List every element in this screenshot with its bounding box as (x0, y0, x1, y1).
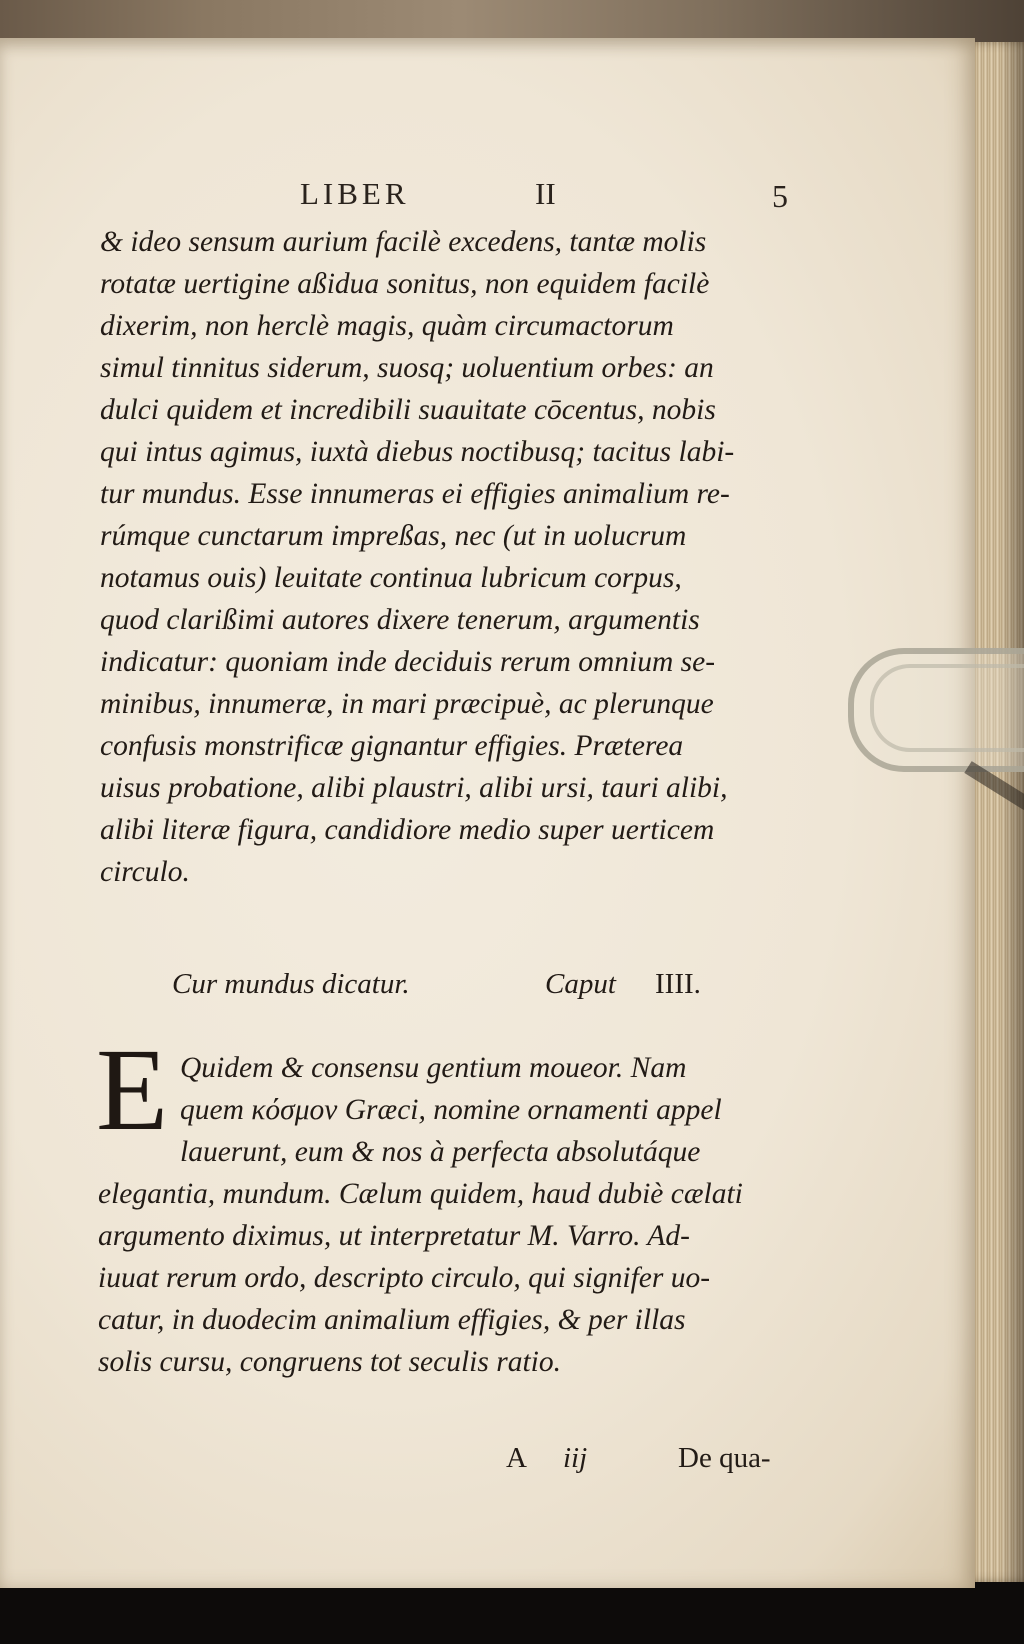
text-line: rotatæ uertigine aßidua sonitus, non equidem facilè (100, 268, 710, 300)
text-line: quem κόσμον Græci, nomine ornamenti appel (180, 1094, 722, 1126)
text-line: dulci quidem et incredibili suauitate cōcentus, nobis (100, 394, 716, 426)
chapter-label: Caput (545, 968, 616, 1000)
background-bottom (0, 1580, 1024, 1644)
text-line: rúmque cunctarum impreßas, nec (ut in uolucrum (100, 520, 687, 552)
text-line: lauerunt, eum & nos à perfecta absolutáque (180, 1136, 701, 1168)
fore-edge-shadow (1000, 42, 1024, 1582)
text-line: confusis monstrificæ gignantur effigies. Præterea (100, 730, 684, 762)
text-line: iuuat rerum ordo, descripto circulo, qui signifer uo- (98, 1262, 711, 1294)
paper-clip-inner-loop (870, 664, 1024, 752)
running-head-book-number: II (535, 176, 556, 211)
text-line: indicatur: quoniam inde deciduis rerum omnium se- (100, 646, 716, 678)
drop-initial: E (96, 1024, 169, 1155)
text-line: catur, in duodecim animalium effigies, & per illas (98, 1304, 686, 1336)
text-line: alibi literæ figura, candidiore medio super uerticem (100, 814, 715, 846)
text-line: minibus, innumeræ, in mari præcipuè, ac plerunque (100, 688, 714, 720)
text-line: uisus probatione, alibi plaustri, alibi ursi, tauri alibi, (100, 772, 728, 804)
running-head-title: LIBER (300, 176, 410, 211)
text-line: solis cursu, congruens tot seculis ratio. (98, 1346, 561, 1378)
text-line: tur mundus. Esse innumeras ei effigies animalium re- (100, 478, 730, 510)
signature-number: iij (563, 1442, 588, 1474)
signature-mark: A (506, 1442, 527, 1474)
text-line: circulo. (100, 856, 190, 888)
text-line: qui intus agimus, iuxtà diebus noctibusq; tacitus labi- (100, 436, 735, 468)
text-line: notamus ouis) leuitate continua lubricum corpus, (100, 562, 682, 594)
text-line: Quidem & consensu gentium moueor. Nam (180, 1052, 687, 1084)
chapter-number: IIII. (655, 968, 701, 1000)
text-line: & ideo sensum aurium facilè excedens, tantæ molis (100, 226, 707, 258)
text-line: argumento diximus, ut interpretatur M. Varro. Ad- (98, 1220, 690, 1252)
catchword: De qua- (678, 1442, 771, 1474)
text-line: elegantia, mundum. Cælum quidem, haud dubiè cælati (98, 1178, 743, 1210)
text-line: simul tinnitus siderum, suosq; uoluentium orbes: an (100, 352, 714, 384)
page-number: 5 (772, 178, 788, 214)
text-line: quod clarißimi autores dixere tenerum, argumentis (100, 604, 700, 636)
text-line: dixerim, non herclè magis, quàm circumactorum (100, 310, 674, 342)
chapter-title: Cur mundus dicatur. (172, 968, 410, 1000)
